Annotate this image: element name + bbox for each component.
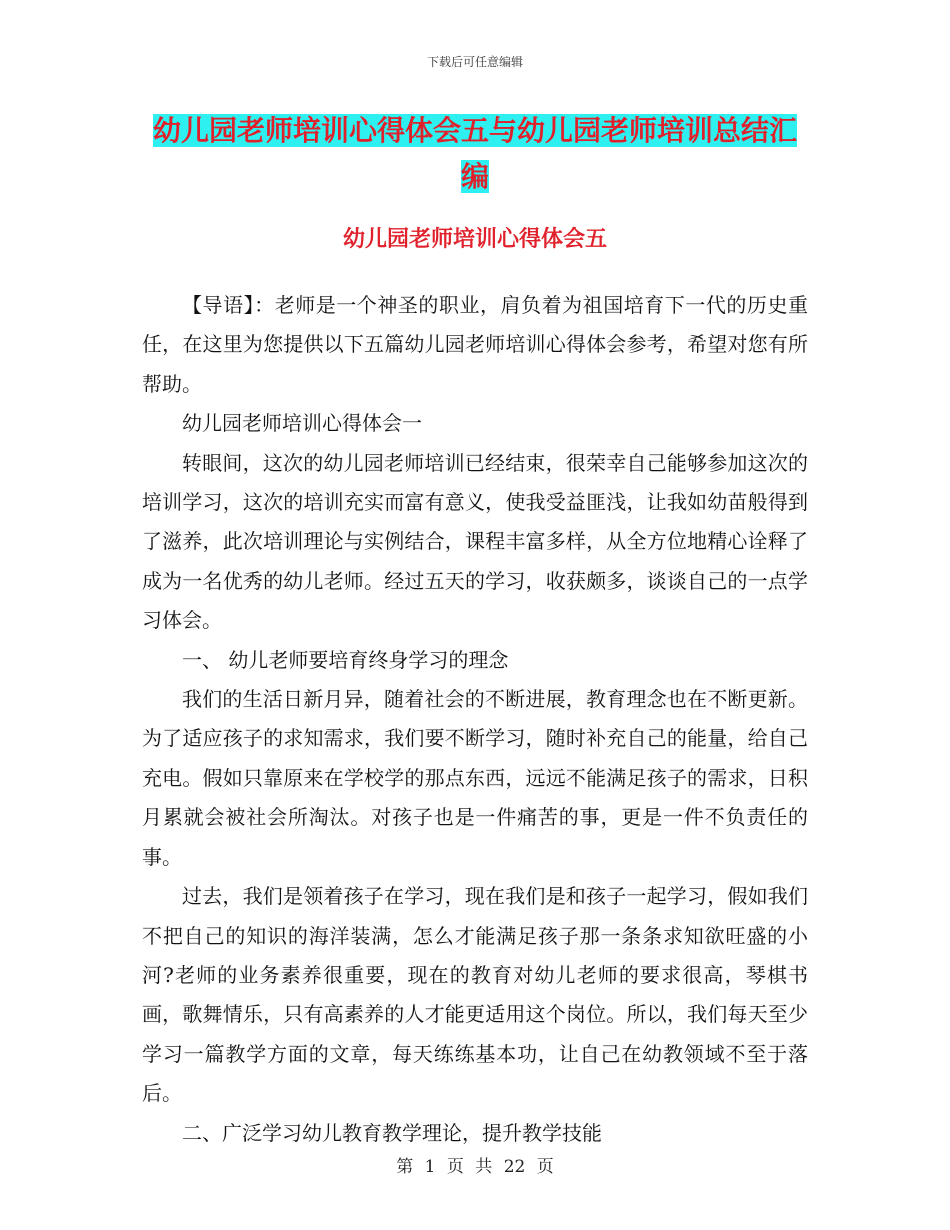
paragraph: 我们的生活日新月异，随着社会的不断进展，教育理念也在不断更新。为了适应孩子的求知需求，我们要不断学习，随时补充自己的能量，给自己充电。假如只靠原来在学校学的那点东西，远远不能满足孩子的需求，日积月累就会被社会所淘汰。对孩子也是一件痛苦的事，更是一件不负责任的事。 bbox=[142, 687, 808, 869]
title-line-1: 幼儿园老师培训心得体会五与幼儿园老师培训总结汇 bbox=[152, 114, 797, 147]
paragraph-heading: 一、 幼儿老师要培育终身学习的理念 bbox=[182, 647, 509, 672]
section-title: 幼儿园老师培训心得体会五 bbox=[342, 227, 607, 252]
paragraph: 转眼间，这次的幼儿园老师培训已经结束，很荣幸自己能够参加这次的培训学习，这次的培训充实而富有意义，使我受益匪浅，让我如幼苗般得到了滋养，此次培训理论与实例结合，课程丰富多样，从全方位地精心诠释了成为一名优秀的幼儿老师。经过五天的学习，收获颇多，谈谈自己的一点学习体会。 bbox=[142, 450, 808, 633]
paragraph: 过去，我们是领着孩子在学习，现在我们是和孩子一起学习，假如我们不把自己的知识的海洋装满，怎么才能满足孩子那一条条求知欲旺盛的小河?老师的业务素养很重要，现在的教育对幼儿老师的要求很高，琴棋书画，歌舞情乐，只有高素养的人才能更适用这个岗位。所以，我们每天至少学习一篇教学方面的文章，每天练练基本功，让自己在幼教领域不至于落后。 bbox=[142, 884, 808, 1106]
paragraph-heading: 二、广泛学习幼儿教育教学理论，提升教学技能 bbox=[182, 1120, 602, 1145]
body-text bbox=[142, 286, 808, 1153]
paragraph-intro: 【导语】：老师是一个神圣的职业，肩负着为祖国培育下一代的历史重任，在这里为您提供以下五篇幼儿园老师培训心得体会参考，希望对您有所帮助。 bbox=[142, 293, 808, 396]
header-note: 下载后可任意编辑 bbox=[426, 55, 523, 69]
paragraph-subtitle: 幼儿园老师培训心得体会一 bbox=[182, 411, 422, 436]
title-line-2: 编 bbox=[460, 160, 489, 193]
document-title bbox=[142, 108, 808, 200]
page-footer: 第 1 页 共 22 页 bbox=[396, 1157, 554, 1177]
